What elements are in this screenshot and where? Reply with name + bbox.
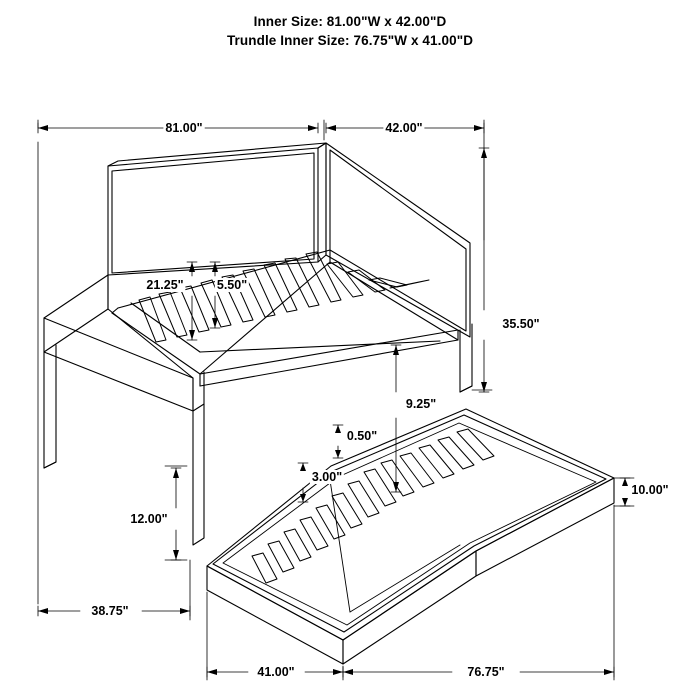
bed-deck-rails — [112, 250, 458, 386]
bed-back-panel — [108, 148, 318, 275]
dim-trundle-clearance: 3.00" — [311, 470, 343, 484]
dim-backrest-height: 21.25" — [146, 278, 184, 292]
dim-bed-width-top: 81.00" — [165, 121, 203, 135]
dim-trundle-height: 10.00" — [631, 483, 669, 497]
dim-leg-clearance: 12.00" — [130, 512, 168, 526]
bed-leg-front-left — [44, 345, 56, 468]
bed-slats — [139, 252, 429, 342]
dimension-lines — [38, 120, 634, 680]
dim-trundle-width: 76.75" — [467, 665, 505, 679]
trundle-unit — [207, 409, 614, 664]
bed-side-panel-right — [326, 143, 470, 337]
dim-bed-depth-top: 42.00" — [385, 121, 423, 135]
trundle-inner-size-text: Trundle Inner Size: 76.75"W x 41.00"D — [226, 33, 474, 48]
dim-slat-gap: 5.50" — [216, 278, 248, 292]
bed-front-rail — [44, 275, 193, 411]
dimension-arrowheads — [38, 125, 628, 675]
dim-deck-height: 9.25" — [405, 397, 437, 411]
dim-trundle-depth: 41.00" — [257, 665, 295, 679]
dim-slat-thickness: 0.50" — [346, 429, 378, 443]
inner-size-text: Inner Size: 81.00"W x 42.00"D — [253, 14, 447, 29]
dim-bed-depth-bottom: 38.75" — [91, 604, 129, 618]
dim-overall-height: 35.50" — [502, 317, 540, 331]
bed-foot-panel — [193, 372, 204, 545]
